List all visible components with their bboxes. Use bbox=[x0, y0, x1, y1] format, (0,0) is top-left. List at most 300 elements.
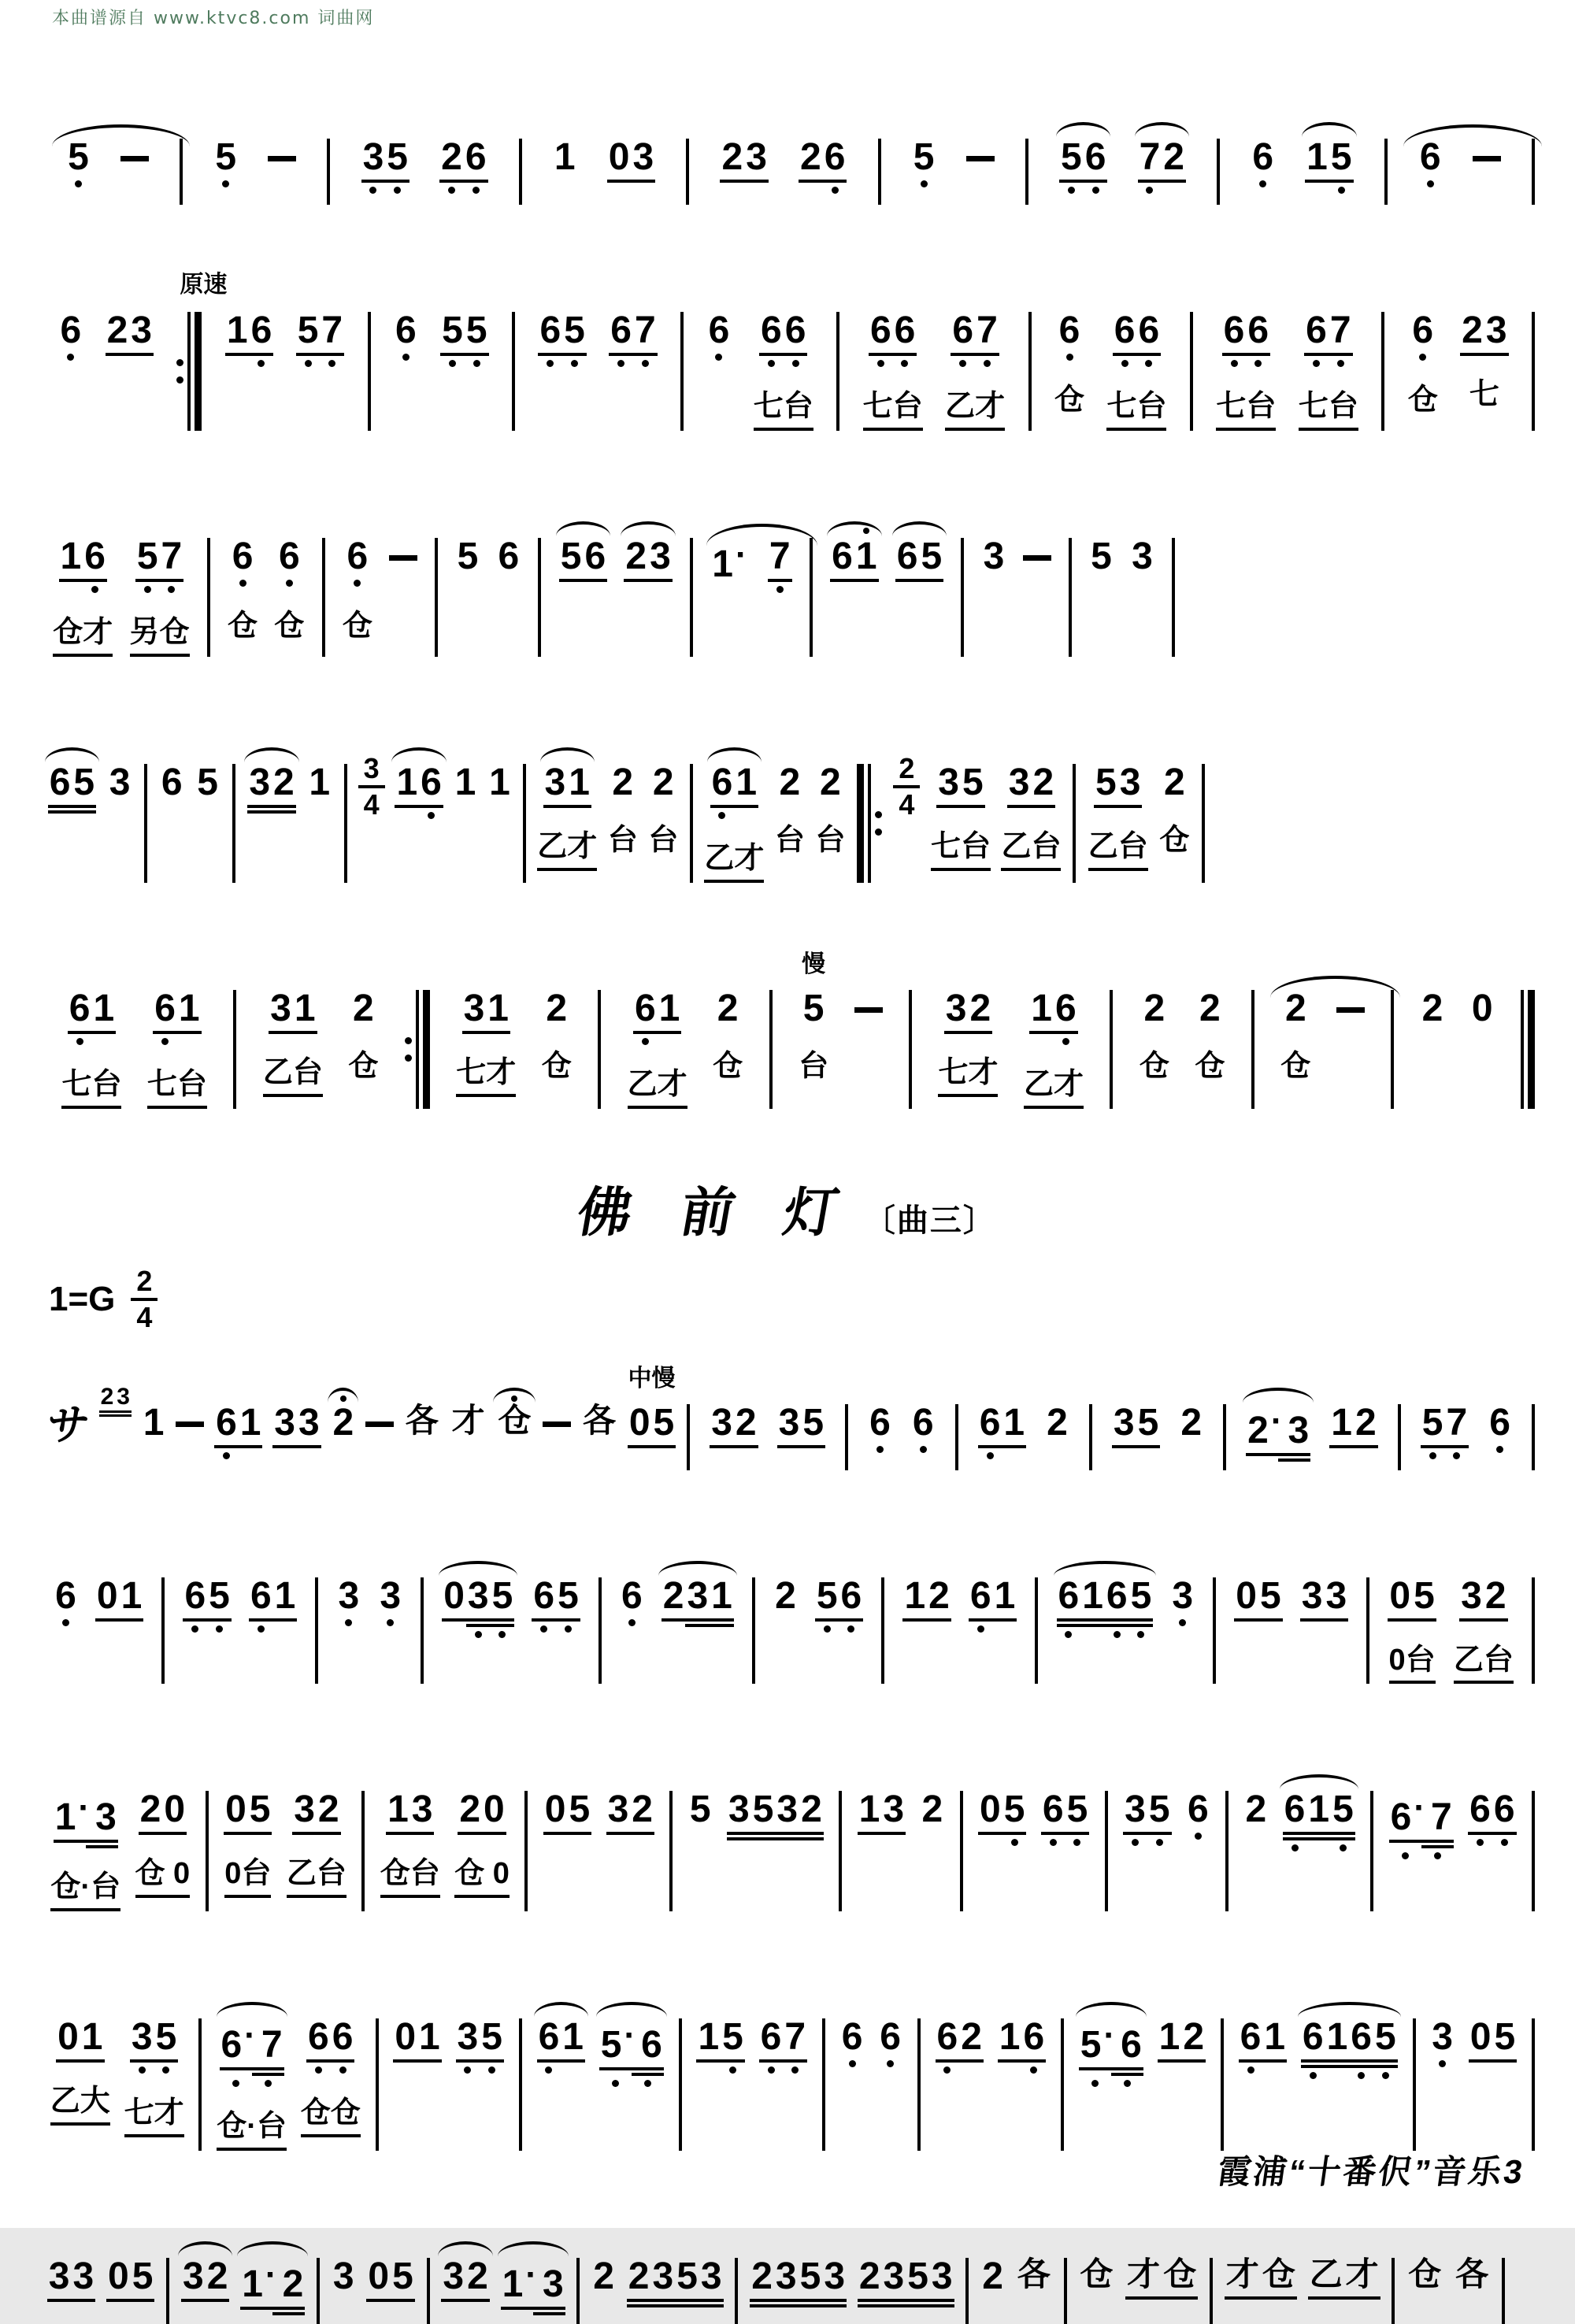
octave-dots-low bbox=[1283, 1844, 1355, 1852]
notes-row bbox=[936, 2016, 984, 2059]
slur-arc bbox=[534, 2002, 588, 2017]
notes-row bbox=[606, 1788, 654, 1831]
percussion-syllable bbox=[542, 1051, 572, 1083]
fermata-dot bbox=[511, 1396, 517, 1402]
slur-arc bbox=[391, 747, 446, 762]
barline bbox=[1251, 990, 1254, 1109]
notes-row bbox=[1130, 535, 1154, 577]
note-group bbox=[106, 2255, 154, 2302]
note-token bbox=[777, 1401, 825, 1448]
note-token bbox=[1430, 2018, 1455, 2068]
notes-row bbox=[840, 2016, 865, 2059]
partial-beam-line bbox=[1389, 1845, 1454, 1848]
note: 3 bbox=[270, 987, 291, 1029]
note-token bbox=[183, 1574, 231, 1633]
note: 3 bbox=[131, 2016, 153, 2059]
percussion-beam-line bbox=[53, 654, 113, 657]
octave-dots-low bbox=[912, 180, 936, 188]
note-group bbox=[1308, 2255, 1380, 2300]
note: 5 bbox=[136, 535, 158, 577]
barline bbox=[1532, 139, 1535, 205]
note-group bbox=[1304, 309, 1352, 368]
beam-line bbox=[1113, 353, 1161, 356]
note: 3 bbox=[117, 1383, 130, 1410]
note-group bbox=[1029, 987, 1077, 1046]
note-group bbox=[1089, 535, 1114, 577]
note-token bbox=[982, 535, 1006, 577]
percussion-text: 仓 bbox=[1195, 1049, 1225, 1083]
note-token bbox=[1300, 1574, 1348, 1622]
octave-dots-low bbox=[58, 354, 83, 361]
measure bbox=[914, 987, 1107, 1109]
barline bbox=[519, 2018, 522, 2151]
percussion-syllable bbox=[1389, 1645, 1436, 1685]
note-token bbox=[609, 309, 657, 368]
note-token bbox=[195, 761, 220, 803]
note-token bbox=[1298, 309, 1358, 431]
beam-line bbox=[68, 1031, 116, 1034]
note: 6 bbox=[308, 2016, 329, 2059]
note-token bbox=[1023, 987, 1084, 1109]
note-token bbox=[378, 1574, 402, 1627]
note: 6 bbox=[1084, 136, 1106, 178]
note: 2 bbox=[317, 1788, 339, 1831]
barline bbox=[1532, 1577, 1535, 1685]
percussion-beam-line bbox=[1024, 1106, 1084, 1109]
measure bbox=[204, 309, 365, 431]
note-token bbox=[1305, 136, 1353, 195]
time-numerator: 3 bbox=[363, 751, 380, 784]
notes-row bbox=[48, 761, 96, 803]
note-token bbox=[53, 535, 113, 657]
note-token bbox=[878, 2018, 902, 2068]
note: 0 bbox=[544, 1788, 566, 1831]
note-group bbox=[532, 1574, 580, 1633]
note: 2 bbox=[625, 535, 647, 577]
measure bbox=[524, 136, 684, 205]
note: 2 bbox=[1462, 309, 1483, 351]
measure bbox=[381, 2018, 517, 2151]
note-token bbox=[124, 2018, 184, 2137]
octave-dots-low bbox=[1079, 2080, 1143, 2088]
note-token bbox=[969, 1574, 1017, 1633]
tempo-annotation: 中慢 bbox=[628, 1365, 676, 1392]
measure bbox=[543, 535, 687, 657]
note-token bbox=[214, 1401, 262, 1460]
note: 6 bbox=[1187, 1788, 1209, 1831]
octave-dots-low bbox=[759, 360, 807, 368]
augmentation-dot: · bbox=[624, 2016, 636, 2055]
note: 3 bbox=[607, 1788, 629, 1831]
note-token bbox=[1170, 1574, 1195, 1627]
note: 5 bbox=[962, 761, 984, 803]
notes-row bbox=[345, 535, 369, 577]
octave-dots-low bbox=[66, 180, 91, 188]
note-token bbox=[537, 761, 598, 871]
note-token bbox=[456, 987, 517, 1097]
note-group bbox=[1468, 1788, 1516, 1847]
note-group bbox=[878, 2018, 902, 2068]
octave-dots-low bbox=[54, 1619, 78, 1627]
note-group bbox=[868, 1401, 892, 1454]
notes-row bbox=[716, 987, 740, 1029]
octave-dots-low bbox=[1186, 1833, 1210, 1840]
note-group bbox=[688, 1788, 713, 1831]
note-token bbox=[342, 535, 372, 643]
notes-row bbox=[108, 761, 132, 803]
note-token bbox=[773, 1574, 798, 1617]
octave-dots-low bbox=[1170, 1619, 1195, 1627]
slur-arc bbox=[1302, 122, 1356, 137]
octave-dots-low bbox=[135, 586, 183, 594]
note-token bbox=[1280, 987, 1311, 1083]
notes-row bbox=[56, 2016, 104, 2059]
augmentation-dot: · bbox=[265, 2255, 277, 2295]
barline bbox=[376, 2018, 379, 2151]
note: 3 bbox=[463, 987, 485, 1029]
note-token bbox=[1453, 1574, 1514, 1685]
note: 3 bbox=[249, 761, 271, 803]
note: 3 bbox=[700, 2255, 722, 2298]
note: 6 bbox=[232, 535, 254, 577]
barline bbox=[1089, 1404, 1092, 1470]
note: 3 bbox=[775, 2255, 797, 2298]
note-token bbox=[454, 1788, 510, 1898]
note-group bbox=[778, 761, 802, 803]
octave-dots-low bbox=[1222, 360, 1270, 368]
percussion-text: 乙台 bbox=[1001, 829, 1062, 863]
augmentation-dot: · bbox=[1103, 2016, 1116, 2055]
note-token bbox=[48, 761, 96, 814]
augmentation-dot: · bbox=[244, 2016, 256, 2055]
note: 才 bbox=[1345, 2255, 1379, 2293]
notes-row bbox=[1123, 1788, 1171, 1831]
barline bbox=[1061, 2018, 1064, 2151]
note-group bbox=[1222, 309, 1270, 368]
beam-line bbox=[249, 1618, 297, 1622]
barline bbox=[1413, 2018, 1416, 2151]
note-token bbox=[1125, 2255, 1198, 2300]
beam-line bbox=[1057, 1624, 1154, 1627]
barline bbox=[687, 1404, 690, 1470]
dash-note bbox=[1336, 1007, 1365, 1013]
notes-row bbox=[1410, 309, 1435, 351]
beam-line bbox=[1112, 1445, 1160, 1448]
barline bbox=[857, 764, 882, 883]
note-token bbox=[487, 761, 512, 803]
note-group bbox=[727, 1788, 824, 1840]
barline bbox=[1073, 764, 1076, 883]
measure bbox=[1396, 987, 1518, 1109]
beam-line bbox=[214, 1445, 262, 1448]
notes-row bbox=[54, 1788, 118, 1839]
score-part-1 bbox=[0, 0, 1575, 1109]
percussion-syllable bbox=[1195, 1051, 1225, 1083]
percussion-syllable bbox=[775, 825, 805, 857]
note: 1 bbox=[1326, 2016, 1348, 2059]
note-group bbox=[543, 761, 591, 808]
partial-beam-line bbox=[1246, 1459, 1310, 1462]
notes-row bbox=[553, 136, 577, 178]
note: 5 bbox=[457, 535, 479, 577]
beam-line bbox=[750, 2299, 847, 2302]
measure bbox=[1040, 1574, 1210, 1685]
note-group bbox=[1113, 309, 1161, 368]
note: 5 bbox=[387, 136, 408, 178]
octave-dots-low bbox=[1430, 2060, 1455, 2068]
notes-row bbox=[902, 1574, 951, 1617]
percussion-syllable bbox=[945, 391, 1005, 431]
slur-arc bbox=[439, 1561, 517, 1576]
note: 5 · bbox=[1080, 2016, 1116, 2066]
note-token bbox=[1158, 2018, 1206, 2063]
notes-row bbox=[980, 2255, 1005, 2298]
note-group bbox=[395, 761, 443, 820]
note-group bbox=[386, 1788, 434, 1835]
note-group bbox=[1244, 1788, 1269, 1831]
beam-line bbox=[48, 810, 96, 814]
note-group bbox=[1406, 2255, 1443, 2293]
beam-line bbox=[869, 353, 917, 356]
percussion-text: 仓 0 bbox=[135, 1857, 191, 1891]
octave-dots-low bbox=[345, 580, 369, 587]
notes-row bbox=[439, 136, 487, 178]
notes-row bbox=[624, 535, 672, 577]
notes-row bbox=[139, 1788, 187, 1831]
notes-row bbox=[1406, 2255, 1443, 2293]
note-token bbox=[497, 535, 521, 577]
note-group bbox=[696, 2018, 744, 2074]
note: 6 bbox=[1302, 2016, 1324, 2059]
piece-title-row bbox=[0, 1170, 1575, 1247]
notes-row bbox=[1058, 309, 1082, 351]
percussion-text: 仓 0 bbox=[454, 1857, 510, 1891]
note: 5 bbox=[1260, 1574, 1281, 1617]
octave-dots-low bbox=[1301, 2072, 1398, 2080]
note-group bbox=[1251, 136, 1275, 188]
notes-row bbox=[99, 1385, 132, 1409]
notes-row bbox=[47, 2255, 95, 2298]
note: 6 bbox=[1058, 1574, 1080, 1617]
octave-dots-low bbox=[768, 586, 792, 594]
notes-row bbox=[799, 136, 847, 178]
note-token bbox=[1308, 2255, 1380, 2300]
note-token bbox=[380, 1788, 440, 1898]
measure bbox=[582, 2255, 732, 2324]
system bbox=[38, 1532, 1537, 1685]
notes-row bbox=[394, 309, 418, 351]
beam-line bbox=[1301, 2065, 1398, 2068]
note-token bbox=[768, 535, 792, 594]
slur-arc bbox=[1076, 2002, 1147, 2017]
measure bbox=[603, 987, 766, 1109]
note: 2 bbox=[459, 1788, 481, 1831]
beam-line bbox=[1389, 1840, 1454, 1843]
measure bbox=[965, 1788, 1102, 1911]
note-token bbox=[696, 2018, 744, 2074]
beam-line bbox=[181, 2299, 229, 2302]
barline bbox=[144, 764, 147, 883]
percussion-text: 乙才 bbox=[945, 390, 1006, 423]
measure bbox=[1257, 987, 1388, 1109]
note-group bbox=[978, 1401, 1026, 1460]
measure bbox=[322, 2255, 424, 2324]
note-group bbox=[59, 535, 107, 594]
note-token bbox=[1469, 2018, 1517, 2063]
note-group bbox=[307, 761, 332, 803]
measure bbox=[1078, 761, 1199, 883]
note-group bbox=[345, 535, 369, 587]
slur-arc bbox=[1135, 122, 1189, 137]
note: 5 bbox=[1330, 136, 1352, 178]
note: 6 bbox=[1121, 2024, 1142, 2066]
beam-line bbox=[1234, 1618, 1282, 1622]
notes-row bbox=[830, 535, 878, 577]
beam-line bbox=[759, 353, 807, 356]
barline bbox=[1398, 1404, 1401, 1470]
beam-line bbox=[559, 579, 607, 582]
note: 6 bbox=[711, 761, 733, 803]
notes-row bbox=[802, 987, 826, 1029]
beam-line bbox=[609, 353, 657, 356]
note-token bbox=[902, 1574, 951, 1622]
beam-line bbox=[240, 2307, 305, 2310]
beam-line bbox=[306, 2059, 354, 2063]
slur-arc bbox=[596, 2002, 667, 2017]
note-token bbox=[862, 309, 923, 431]
octave-dots-low bbox=[378, 1619, 402, 1627]
barline bbox=[523, 764, 526, 883]
note-group bbox=[1469, 2018, 1517, 2063]
system bbox=[38, 1745, 1537, 1911]
percussion-syllable bbox=[454, 1859, 510, 1898]
note-token bbox=[441, 2255, 489, 2302]
note-token bbox=[627, 987, 687, 1109]
barline bbox=[1392, 2258, 1395, 2324]
note: 1 · bbox=[712, 535, 747, 585]
notes-row bbox=[462, 987, 510, 1029]
notes-row bbox=[1225, 2255, 1297, 2293]
note: 5 bbox=[1095, 761, 1117, 803]
note-group bbox=[1284, 987, 1308, 1029]
percussion-beam-line bbox=[704, 880, 764, 883]
measure bbox=[528, 761, 687, 883]
system bbox=[38, 718, 1207, 883]
octave-dots-low bbox=[710, 812, 758, 820]
measure bbox=[1372, 1574, 1529, 1685]
note-token bbox=[442, 1574, 514, 1639]
octave-dots-low bbox=[1059, 187, 1107, 195]
percussion-text: 乙才 bbox=[537, 829, 598, 863]
note: 6 bbox=[1247, 309, 1269, 351]
notes-row bbox=[135, 535, 183, 577]
beam-line bbox=[106, 2299, 154, 2302]
measure bbox=[321, 1574, 418, 1685]
time-numerator: 2 bbox=[136, 1264, 153, 1297]
barline bbox=[207, 538, 210, 657]
barline bbox=[344, 764, 347, 883]
percussion-syllable bbox=[274, 611, 304, 643]
note-token bbox=[704, 761, 765, 883]
measure bbox=[517, 309, 678, 431]
note-group bbox=[710, 761, 758, 820]
beam-line bbox=[710, 1445, 758, 1448]
measure bbox=[440, 535, 536, 657]
note-group bbox=[142, 1401, 166, 1444]
note: 5 bbox=[653, 1401, 675, 1444]
note: 6 bbox=[1284, 1788, 1306, 1831]
note: 6 bbox=[784, 309, 806, 351]
barline bbox=[686, 139, 689, 205]
measure bbox=[328, 535, 433, 657]
note-token bbox=[361, 136, 410, 195]
note: 2 bbox=[106, 309, 128, 351]
note: 6 bbox=[1252, 136, 1274, 178]
percussion-beam-line bbox=[1216, 428, 1276, 431]
beam-line bbox=[936, 2059, 984, 2063]
beam-line bbox=[1304, 353, 1352, 356]
notes-row bbox=[727, 1788, 824, 1831]
system bbox=[38, 1973, 1537, 2151]
note: 5 · bbox=[600, 2016, 636, 2066]
note-group bbox=[1045, 1401, 1069, 1444]
note-token bbox=[1059, 136, 1107, 195]
note: 2 bbox=[1032, 761, 1054, 803]
note-group bbox=[1041, 1788, 1089, 1847]
note-group bbox=[1459, 1574, 1507, 1622]
beam-line bbox=[1246, 1453, 1310, 1456]
note-token bbox=[394, 309, 418, 361]
note-token bbox=[936, 2018, 984, 2074]
note-group bbox=[1454, 2255, 1490, 2293]
piece-title-suffix: 〔曲三〕 bbox=[863, 1203, 996, 1238]
measure bbox=[1034, 309, 1188, 431]
octave-dots-low bbox=[799, 187, 847, 195]
percussion-beam-line bbox=[263, 1094, 323, 1097]
time-signature bbox=[131, 1264, 158, 1333]
octave-dots-low bbox=[214, 1452, 262, 1460]
percussion-text: 七台 bbox=[146, 1067, 207, 1101]
note-group bbox=[225, 309, 273, 368]
note-token bbox=[1488, 1401, 1512, 1454]
note-token bbox=[1078, 2255, 1114, 2293]
notes-row bbox=[911, 1401, 936, 1444]
octave-dots-low bbox=[538, 360, 586, 368]
note-group bbox=[48, 761, 96, 814]
note: 0 bbox=[980, 1788, 1001, 1831]
note-token bbox=[404, 1401, 440, 1440]
octave-dots-low bbox=[306, 2066, 354, 2074]
barline bbox=[1064, 2258, 1067, 2324]
note-token bbox=[61, 987, 122, 1109]
octave-dots-low bbox=[532, 1625, 580, 1633]
note: 0 bbox=[1471, 987, 1493, 1029]
beam-line bbox=[220, 2067, 284, 2070]
percussion-text: 七台 bbox=[862, 390, 923, 423]
measure bbox=[432, 2255, 575, 2324]
note: 2 bbox=[632, 1788, 653, 1831]
percussion-text: 仓·台 bbox=[217, 2110, 287, 2144]
fermata-dot bbox=[340, 1396, 346, 1402]
notes-row bbox=[54, 1574, 78, 1617]
percussion-beam-line bbox=[124, 2134, 184, 2137]
barline bbox=[810, 538, 813, 657]
note-group bbox=[980, 2255, 1005, 2298]
note-group bbox=[1123, 1788, 1171, 1847]
note-token bbox=[454, 761, 478, 803]
source-watermark: 本曲谱源自 www.ktvc8.com 词曲网 bbox=[52, 9, 375, 28]
note: 0 bbox=[628, 1401, 650, 1444]
